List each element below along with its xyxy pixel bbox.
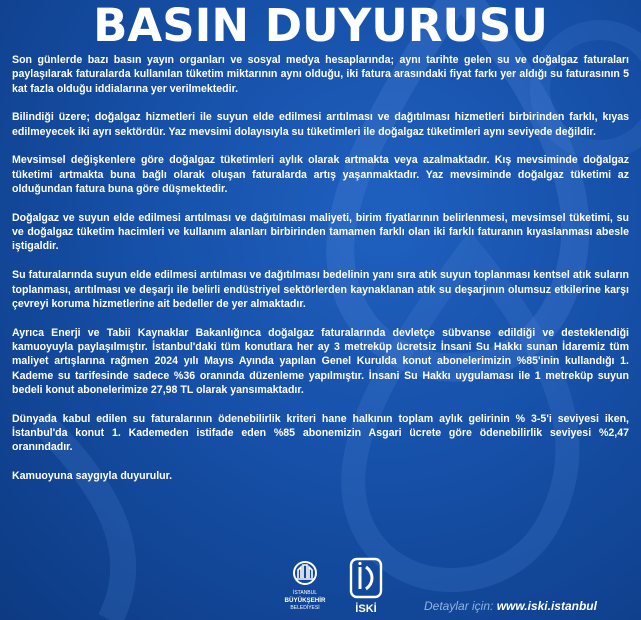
page-title: BASIN DUYURUSU	[93, 0, 548, 52]
svg-text:İSTANBUL: İSTANBUL	[292, 590, 318, 596]
svg-text:BELEDİYESİ: BELEDİYESİ	[290, 605, 320, 611]
closing-line: Kamuoyuna saygıyla duyurulur.	[12, 470, 173, 483]
svg-text:BÜYÜKŞEHİR: BÜYÜKŞEHİR	[284, 597, 326, 604]
ibb-logo	[276, 558, 334, 616]
iski-logo	[349, 557, 383, 617]
paragraph-5: Su faturalarında suyun elde edilmesi arıtılması ve dağıtılması bedelinin yanı sıra atık suyun toplanması kentsel atık suların toplanması, arıtılması ve deşarjı ile belirli endüstriyel sektörlerden kaynaklanan atık su deşarjının olumsuz etkilerine karşı çevreyi koruma hizmetlerine ait bedeller de yer almaktadır.	[12, 269, 629, 310]
paragraph-3: Mevsimsel değişkenlere göre doğalgaz tüketimleri aylık olarak artmakta veya azalmaktadır. Kış mevsiminde doğalgaz tüketimi artmakta buna bağlı olarak oluşan faturalarda artış yaşanmaktadır. Yaz mevsiminde doğalgaz tüketimi az olduğundan fatura buna göre düşmektedir.	[12, 154, 629, 196]
paragraph-1: Son günlerde bazı basın yayın organları ve sosyal medya hesaplarında; aynı tarihte gelen su ve doğalgaz faturaları paylaşılarak faturalarda kullanılan tüketim miktarının aynı olduğu, iki fatura arasındaki fiyat farkı yer aldığı su faturasının 5 kat fazla olduğu iddialarına yer verilmektedir.	[12, 54, 629, 95]
details-label: Detaylar için:	[424, 599, 494, 613]
footer	[0, 555, 641, 620]
announcement-body	[12, 53, 629, 483]
details-url-link[interactable]: www.iski.istanbul	[496, 599, 597, 613]
paragraph-4: Doğalgaz ve suyun elde edilmesi arıtılması ve dağıtılması maliyeti, birim fiyatlarının belirlenmesi, mevsimsel tüketimi, su ve doğalgaz tüketim hacimleri ve kullanım alanları birbirinden tamamen farklı olan iki farklı faturanın kıyaslanması abesle iştigaldir.	[12, 211, 629, 253]
paragraph-2: Bilindiği üzere; doğalgaz hizmetleri ile suyun elde edilmesi arıtılması ve dağıtılması hizmetleri birbirinden farklı, kıyas edilmeyecek iki ayrı sektördür. Yaz mevsimi dolayısıyla su tüketimleri ile doğalgaz tüketimleri aynı seviyede değildir.	[12, 111, 629, 138]
paragraph-6: Ayrıca Enerji ve Tabii Kaynaklar Bakanlığınca doğalgaz faturalarında devletçe sübvanse edildiği ve desteklendiği kamuoyuyla paylaşılmıştır. İstanbul'daki tüm konutlara her ay 3 metreküp ücretsiz İnsani Su Hakkı sunan İdaremiz tüm maliyet artışlarına rağmen 2024 yılı Mayıs Ayında yapılan Genel Kurulda konut abonelerimizin %85'inin kullandığı 1. Kademe su tarifesinde sadece %36 oranında düzenleme yapılmıştır. İnsani Su Hakkı uygulaması ile 1 metreküp suyun bedeli konut abonelerimize 27,98 TL olarak yansımaktadır.	[12, 326, 629, 396]
paragraph-7: Dünyada kabul edilen su faturalarının ödenebilirlik kriteri hane halkının toplam aylık gelirinin % 3-5'i seviyesi iken, İstanbul'da konut 1. Kademeden istifade eden %85 abonemizin Asgari ücrete göre ödenebilirlik seviyesi %2,47 oranındadır.	[12, 412, 629, 454]
details-line	[424, 599, 597, 613]
svg-text:İSKİ: İSKİ	[355, 603, 377, 615]
